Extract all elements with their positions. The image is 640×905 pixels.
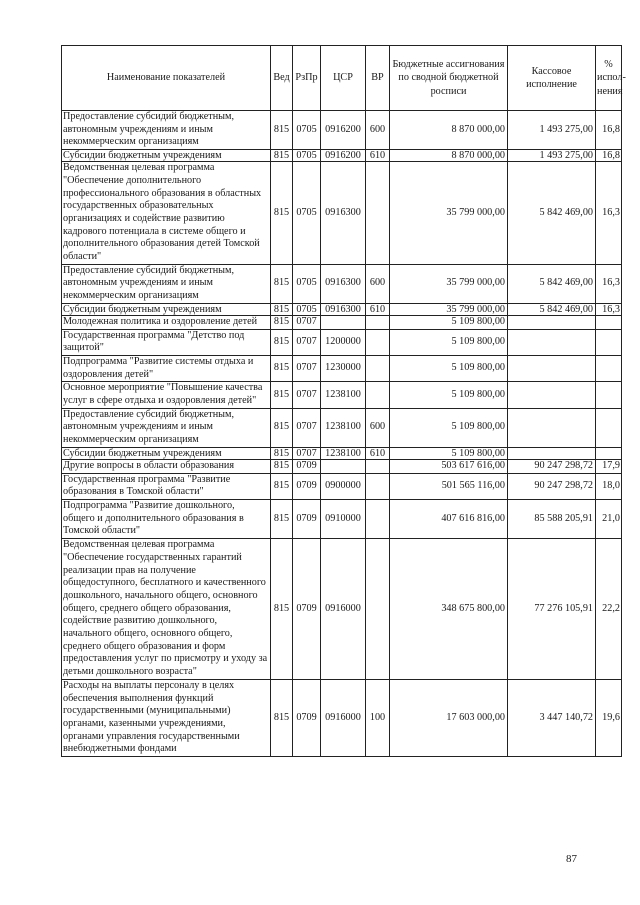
table-row [62, 315, 622, 329]
cell-csr: 0916000 [321, 679, 366, 756]
cell-pct [596, 447, 622, 459]
cell-plan: 5 109 800,00 [390, 447, 508, 459]
cell-exec [508, 408, 596, 447]
cell-plan: 501 565 116,00 [390, 473, 508, 499]
cell-pct: 18,0 [596, 473, 622, 499]
cell-ved: 815 [271, 408, 293, 447]
cell-exec: 5 842 469,00 [508, 264, 596, 303]
table-row [62, 408, 622, 447]
cell-ved: 815 [271, 162, 293, 265]
cell-pct: 17,9 [596, 459, 622, 473]
cell-rzpr: 0707 [293, 408, 321, 447]
cell-vr [366, 382, 390, 408]
cell-name: Государственная программа "Развитие образования в Томской области" [62, 473, 271, 499]
cell-vr [366, 355, 390, 381]
cell-csr: 0900000 [321, 473, 366, 499]
cell-pct: 16,8 [596, 111, 622, 150]
cell-csr: 0916300 [321, 162, 366, 265]
cell-pct: 22,2 [596, 539, 622, 680]
header-csr: ЦСР [321, 46, 366, 111]
cell-csr: 1200000 [321, 329, 366, 355]
cell-csr: 1238100 [321, 382, 366, 408]
table-row [62, 539, 622, 680]
cell-exec [508, 447, 596, 459]
cell-name: Расходы на выплаты персоналу в целях обеспечения выполнения функций государственными (муниципальными) органами, казенными учреждениями, органами управления государственными внебюджетными фондами [62, 679, 271, 756]
cell-vr [366, 329, 390, 355]
cell-rzpr: 0707 [293, 315, 321, 329]
header-name: Наименование показателей [62, 46, 271, 111]
table-row [62, 473, 622, 499]
cell-vr [366, 473, 390, 499]
cell-csr: 0916000 [321, 539, 366, 680]
cell-plan: 5 109 800,00 [390, 408, 508, 447]
cell-vr [366, 315, 390, 329]
cell-name: Другие вопросы в области образования [62, 459, 271, 473]
cell-plan: 348 675 800,00 [390, 539, 508, 680]
cell-csr: 0916200 [321, 111, 366, 150]
cell-rzpr: 0707 [293, 355, 321, 381]
cell-ved: 815 [271, 679, 293, 756]
table-row [62, 303, 622, 315]
cell-csr: 1238100 [321, 447, 366, 459]
cell-exec [508, 329, 596, 355]
cell-plan: 8 870 000,00 [390, 150, 508, 162]
cell-name: Государственная программа "Детство под защитой" [62, 329, 271, 355]
cell-rzpr: 0705 [293, 150, 321, 162]
cell-name: Основное мероприятие "Повышение качества услуг в сфере отдыха и оздоровления детей" [62, 382, 271, 408]
cell-pct [596, 315, 622, 329]
cell-name: Предоставление субсидий бюджетным, автономным учреждениям и иным некоммерческим организациям [62, 111, 271, 150]
cell-ved: 815 [271, 459, 293, 473]
cell-exec: 1 493 275,00 [508, 150, 596, 162]
cell-rzpr: 0709 [293, 459, 321, 473]
table-header-row [62, 46, 622, 111]
header-vr: ВР [366, 46, 390, 111]
cell-plan: 5 109 800,00 [390, 382, 508, 408]
cell-pct: 21,0 [596, 499, 622, 538]
cell-name: Подпрограмма "Развитие системы отдыха и оздоровления детей" [62, 355, 271, 381]
cell-plan: 8 870 000,00 [390, 111, 508, 150]
cell-ved: 815 [271, 447, 293, 459]
cell-rzpr: 0705 [293, 264, 321, 303]
table-row [62, 679, 622, 756]
cell-csr: 0910000 [321, 499, 366, 538]
table-row [62, 111, 622, 150]
cell-ved: 815 [271, 303, 293, 315]
table-row [62, 459, 622, 473]
cell-pct: 16,3 [596, 303, 622, 315]
header-plan: Бюджетные ассигнования по сводной бюджетной росписи [390, 46, 508, 111]
cell-rzpr: 0705 [293, 303, 321, 315]
cell-pct [596, 355, 622, 381]
table-row [62, 150, 622, 162]
table-row [62, 382, 622, 408]
cell-name: Предоставление субсидий бюджетным, автономным учреждениям и иным некоммерческим организациям [62, 408, 271, 447]
cell-vr [366, 539, 390, 680]
cell-rzpr: 0707 [293, 382, 321, 408]
cell-ved: 815 [271, 355, 293, 381]
cell-rzpr: 0707 [293, 447, 321, 459]
cell-name: Субсидии бюджетным учреждениям [62, 447, 271, 459]
cell-vr [366, 499, 390, 538]
cell-vr: 100 [366, 679, 390, 756]
table-row [62, 499, 622, 538]
cell-exec: 77 276 105,91 [508, 539, 596, 680]
cell-csr: 0916300 [321, 264, 366, 303]
table-body [62, 111, 622, 757]
cell-ved: 815 [271, 111, 293, 150]
cell-ved: 815 [271, 150, 293, 162]
cell-ved: 815 [271, 382, 293, 408]
cell-exec: 90 247 298,72 [508, 459, 596, 473]
cell-plan: 17 603 000,00 [390, 679, 508, 756]
table-row [62, 355, 622, 381]
cell-rzpr: 0705 [293, 162, 321, 265]
cell-pct: 16,8 [596, 150, 622, 162]
cell-pct: 19,6 [596, 679, 622, 756]
cell-name: Подпрограмма "Развитие дошкольного, общего и дополнительного образования в Томской области" [62, 499, 271, 538]
cell-exec [508, 382, 596, 408]
cell-rzpr: 0709 [293, 679, 321, 756]
cell-plan: 5 109 800,00 [390, 355, 508, 381]
cell-name: Субсидии бюджетным учреждениям [62, 303, 271, 315]
table-row [62, 162, 622, 265]
table-row [62, 264, 622, 303]
cell-plan: 35 799 000,00 [390, 303, 508, 315]
budget-execution-table [61, 45, 626, 757]
cell-name: Субсидии бюджетным учреждениям [62, 150, 271, 162]
cell-rzpr: 0709 [293, 539, 321, 680]
table-row [62, 329, 622, 355]
cell-vr: 600 [366, 408, 390, 447]
cell-vr [366, 162, 390, 265]
cell-exec [508, 355, 596, 381]
cell-ved: 815 [271, 473, 293, 499]
cell-name: Ведомственная целевая программа "Обеспечение дополнительного профессионального образования в областных государственных образовательных организациях и содействие развитию кадрового потенциала в системе общего и дополнительного образования детей Томской области" [62, 162, 271, 265]
cell-plan: 35 799 000,00 [390, 162, 508, 265]
header-exec: Кассовое исполнение [508, 46, 596, 111]
cell-name: Молодежная политика и оздоровление детей [62, 315, 271, 329]
cell-pct: 16,3 [596, 162, 622, 265]
cell-ved: 815 [271, 539, 293, 680]
cell-vr: 610 [366, 303, 390, 315]
cell-ved: 815 [271, 264, 293, 303]
cell-pct [596, 408, 622, 447]
cell-pct [596, 382, 622, 408]
cell-rzpr: 0709 [293, 473, 321, 499]
cell-pct [596, 329, 622, 355]
cell-pct: 16,3 [596, 264, 622, 303]
cell-vr [366, 459, 390, 473]
cell-exec: 85 588 205,91 [508, 499, 596, 538]
cell-exec: 5 842 469,00 [508, 303, 596, 315]
cell-exec: 3 447 140,72 [508, 679, 596, 756]
header-rzpr: РзПр [293, 46, 321, 111]
cell-exec: 90 247 298,72 [508, 473, 596, 499]
cell-exec [508, 315, 596, 329]
cell-exec: 1 493 275,00 [508, 111, 596, 150]
cell-csr [321, 315, 366, 329]
cell-rzpr: 0709 [293, 499, 321, 538]
cell-plan: 503 617 616,00 [390, 459, 508, 473]
cell-csr: 1230000 [321, 355, 366, 381]
cell-rzpr: 0705 [293, 111, 321, 150]
cell-csr: 0916300 [321, 303, 366, 315]
cell-csr: 1238100 [321, 408, 366, 447]
cell-ved: 815 [271, 329, 293, 355]
header-pct: % испол- нения [596, 46, 622, 111]
cell-vr: 610 [366, 447, 390, 459]
cell-csr [321, 459, 366, 473]
cell-name: Предоставление субсидий бюджетным, автономным учреждениям и иным некоммерческим организациям [62, 264, 271, 303]
cell-rzpr: 0707 [293, 329, 321, 355]
page-number: 87 [566, 853, 577, 865]
cell-plan: 5 109 800,00 [390, 315, 508, 329]
cell-vr: 600 [366, 111, 390, 150]
cell-vr: 610 [366, 150, 390, 162]
cell-vr: 600 [366, 264, 390, 303]
cell-csr: 0916200 [321, 150, 366, 162]
cell-plan: 5 109 800,00 [390, 329, 508, 355]
cell-name: Ведомственная целевая программа "Обеспечение государственных гарантий реализации прав на получение общедоступного, бесплатного и качественного дошкольного, начального общего, основного общего, среднего общего образования, содействие развитию дошкольного, начального общего, основного общего, среднего общего образования и форм предоставления услуг по присмотру и уходу за детьми дошкольного возраста" [62, 539, 271, 680]
cell-ved: 815 [271, 499, 293, 538]
cell-plan: 35 799 000,00 [390, 264, 508, 303]
cell-ved: 815 [271, 315, 293, 329]
header-ved: Вед [271, 46, 293, 111]
cell-exec: 5 842 469,00 [508, 162, 596, 265]
table-row [62, 447, 622, 459]
cell-plan: 407 616 816,00 [390, 499, 508, 538]
